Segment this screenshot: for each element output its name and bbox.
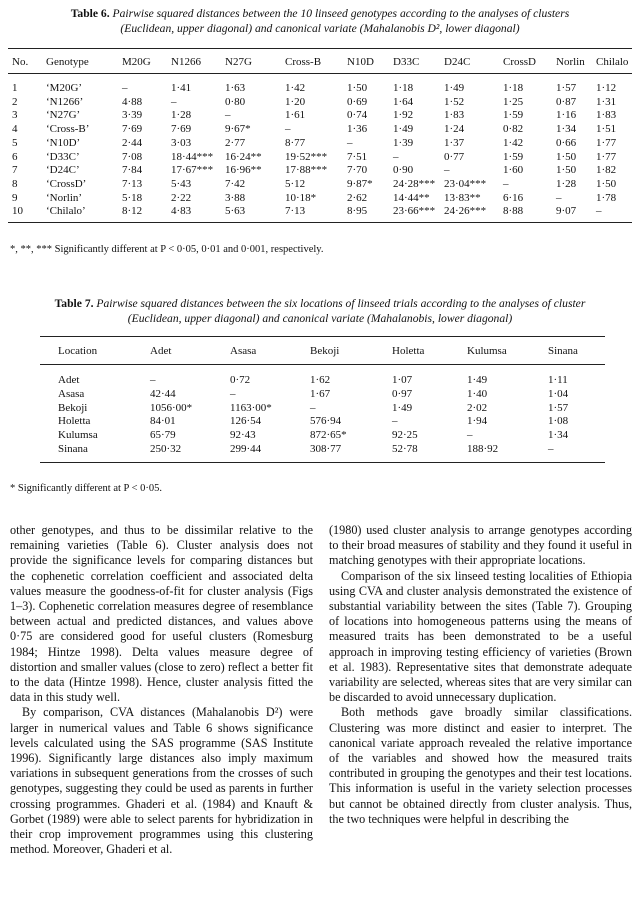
table7-cell: 1·07 xyxy=(392,374,413,386)
table6-cell: ‘Chilalo’ xyxy=(46,205,86,218)
table6-cell: 1·83 xyxy=(444,109,465,122)
table7-cell: 250·32 xyxy=(150,443,182,455)
table6-cell: 1·42 xyxy=(503,136,524,149)
table6-caption-text-2: (Euclidean, upper diagonal) and canonical variate (Mahalanobis D², lower diagonal) xyxy=(120,22,520,35)
table7-cell: 0·72 xyxy=(230,374,251,386)
table6-cell: 14·44** xyxy=(393,191,430,204)
table6-cell: 5·18 xyxy=(122,191,143,204)
table6-cell: 7·70 xyxy=(347,164,368,177)
table6-cell: 1·64 xyxy=(393,95,414,108)
table6-cell: 13·83** xyxy=(444,191,481,204)
table6-cell: 0·87 xyxy=(556,95,577,108)
table6-bottom-rule xyxy=(8,222,632,223)
table6-footnote: *, **, *** Significantly different at P < 0·05, 0·01 and 0·001, respectively. xyxy=(10,244,324,255)
table7-cell: 1·62 xyxy=(310,374,331,386)
table6-header-cell: N27G xyxy=(225,56,252,68)
table7-header-cell: Adet xyxy=(150,345,172,357)
table6-header-cell: D33C xyxy=(393,56,420,68)
table6-header-cell: Cross-B xyxy=(285,56,322,68)
table6-cell: 8·77 xyxy=(285,136,306,149)
table7-header-cell: Bekoji xyxy=(310,345,340,357)
table6-cell: 3 xyxy=(12,109,18,122)
table7-cell: 188·92 xyxy=(467,443,499,455)
table6-cell: 1·24 xyxy=(444,123,465,136)
table7-cell: – xyxy=(230,387,236,400)
table6-cell: ‘CrossD’ xyxy=(46,177,87,190)
table7-bottom-rule xyxy=(40,462,605,463)
table6-cell: 9·07 xyxy=(556,205,577,218)
table7-cell: Holetta xyxy=(58,415,91,428)
table6-cell: 1·34 xyxy=(556,123,577,136)
table6-cell: 2·62 xyxy=(347,191,368,204)
table6-cell: – xyxy=(225,109,231,122)
table6-header-cell: CrossD xyxy=(503,56,537,68)
table6-cell: 1·41 xyxy=(171,82,192,94)
table6-top-rule xyxy=(8,48,632,49)
table6-cell: 3·88 xyxy=(225,191,246,204)
table6-cell: 1·49 xyxy=(393,123,414,136)
table7-cell: 0·97 xyxy=(392,387,413,400)
table6-cell: 24·26*** xyxy=(444,205,487,218)
table7-header-cell: Kulumsa xyxy=(467,345,507,357)
table6-cell: 1 xyxy=(12,82,18,94)
table7-top-rule xyxy=(40,336,605,337)
table6-cell: 9 xyxy=(12,191,18,204)
table6-header-cell: No. xyxy=(12,56,29,68)
table6-cell: 1·59 xyxy=(503,150,524,163)
table6-cell: 1·50 xyxy=(347,82,368,94)
table6-cell: 1·36 xyxy=(347,123,368,136)
left-column-text xyxy=(10,523,313,857)
table6-cell: ‘M20G’ xyxy=(46,82,83,94)
table7-cell: Kulumsa xyxy=(58,429,98,442)
table6-header-cell: D24C xyxy=(444,56,471,68)
table7-cell: 1056·00* xyxy=(150,401,193,414)
table6-cell: 0·74 xyxy=(347,109,368,122)
table6-cell: 1·77 xyxy=(596,136,617,149)
table6-header-cell: N10D xyxy=(347,56,374,68)
table7-cell: 2·02 xyxy=(467,401,488,414)
table7-cell: 1·49 xyxy=(467,374,488,386)
table6-cell: – xyxy=(596,205,602,218)
table7-cell: – xyxy=(150,374,156,386)
table6-header-rule xyxy=(8,73,632,74)
table7-cell: – xyxy=(392,415,398,428)
table6-cell: 1·18 xyxy=(393,82,414,94)
table7-cell: 872·65* xyxy=(310,429,347,442)
table6-cell: 19·52*** xyxy=(285,150,328,163)
table6-cell: ‘Norlin’ xyxy=(46,191,83,204)
table7-header-rule xyxy=(40,364,605,365)
table6-cell: 7·69 xyxy=(171,123,192,136)
table6-cell: 9·87* xyxy=(347,177,373,190)
table7-caption-text-1: Pairwise squared distances between the six locations of linseed trials according to the analyses of cluster xyxy=(96,297,586,310)
table6-header-cell: Genotype xyxy=(46,56,89,68)
table6-cell: 1·37 xyxy=(444,136,465,149)
table7-cell: 84·01 xyxy=(150,415,176,428)
right-paragraph-3: Both methods gave broadly similar classifications. Clustering was more distinct and easier to interpret. The canonical variate approach revealed the relative importance of the variables and showed how the measured traits contributed in grouping the genotypes and their test locations. This information is useful in the variety selection processes but cannot be obtained directly from cluster analysis. Thus, the two techniques were helpful in describing the xyxy=(329,705,632,826)
table7-cell: 1·57 xyxy=(548,401,569,414)
table7-cell: 1163·00* xyxy=(230,401,272,414)
table6-cell: – xyxy=(347,136,353,149)
table7-cell: 1·67 xyxy=(310,387,331,400)
table6-cell: 8·12 xyxy=(122,205,143,218)
table7-header-cell: Sinana xyxy=(548,345,578,357)
table7-caption-label: Table 7. xyxy=(54,297,94,310)
table6-cell: 6·16 xyxy=(503,191,524,204)
table6-cell: – xyxy=(171,95,177,108)
table6-cell: 1·59 xyxy=(503,109,524,122)
table6-cell: 0·80 xyxy=(225,95,246,108)
table6-cell: 1·83 xyxy=(596,109,617,122)
table6-header-cell: Chilalo xyxy=(596,56,629,68)
table6-cell: 2·44 xyxy=(122,136,143,149)
table6-cell: 4·88 xyxy=(122,95,143,108)
table7-cell: – xyxy=(467,429,473,442)
table6-cell: 1·25 xyxy=(503,95,524,108)
table6-cell: 4·83 xyxy=(171,205,192,218)
table6-cell: 23·04*** xyxy=(444,177,487,190)
table7-cell: 1·04 xyxy=(548,387,569,400)
table6-cell: 5 xyxy=(12,136,18,149)
table6-cell: 2 xyxy=(12,95,18,108)
table6-caption-label: Table 6. xyxy=(70,7,110,20)
table7-cell: 1·08 xyxy=(548,415,569,428)
table6-header-cell: N1266 xyxy=(171,56,201,68)
right-paragraph-2: Comparison of the six linseed testing localities of Ethiopia using CVA and cluster analysis demonstrated the existence of substantial variability between the sites (Table 7). Grouping of locations into homogeneous patterns using the means of measured traits has been demonstrated to be a useful approach in improving testing efficiency of varieties (Brown et al. 1983). Representative sites that demonstrate adequate variability are selected, whereas sites that are very similar can be discarded to avoid unnecessary duplication. xyxy=(329,568,632,705)
table6-cell: 1·82 xyxy=(596,164,617,177)
table7-header-cell: Location xyxy=(58,345,98,357)
table6-cell: 3·03 xyxy=(171,136,192,149)
table7-cell: 576·94 xyxy=(310,415,342,428)
table6-cell: ‘N27G’ xyxy=(46,109,81,122)
table6-cell: 9·67* xyxy=(225,123,251,136)
table6-cell: 0·77 xyxy=(444,150,465,163)
table6-cell: 1·28 xyxy=(171,109,192,122)
table6-cell: 24·28*** xyxy=(393,177,436,190)
table7-cell: 1·94 xyxy=(467,415,488,428)
right-column-text xyxy=(329,523,632,827)
table6-cell: 5·63 xyxy=(225,205,246,218)
table6-cell: 1·61 xyxy=(285,109,306,122)
left-paragraph-2: By comparison, CVA distances (Mahalanobis D²) were larger in numerical values and Table 6 shows significance levels calculated using the SAS programme (SAS Institute 1996). Significantly large distances also imply maximum variations in subsequent generations from the crosses of such genotypes, suggesting they could be used as parents in further crossing programmes. Ghaderi et al. (1984) and Knauft & Gorbet (1989) were able to select parents for hybridization in their crop improvement programmes using this clustering method. Moreover, Ghaderi et al. xyxy=(10,705,313,857)
table7-cell: Asasa xyxy=(58,387,85,400)
table6-cell: 1·60 xyxy=(503,164,524,177)
table6-cell: 1·49 xyxy=(444,82,465,94)
table6-cell: 1·50 xyxy=(556,150,577,163)
table6-cell: 0·69 xyxy=(347,95,368,108)
table6-cell: 8·88 xyxy=(503,205,524,218)
table6-cell: 16·24** xyxy=(225,150,262,163)
table7-cell: 92·43 xyxy=(230,429,256,442)
table6-cell: 1·63 xyxy=(225,82,246,94)
table7-cell: 1·49 xyxy=(392,401,413,414)
table6-cell: 7·13 xyxy=(122,177,143,190)
table6-cell: 18·44*** xyxy=(171,150,214,163)
table7-cell: – xyxy=(548,443,554,455)
table6-cell: 1·78 xyxy=(596,191,617,204)
table6-cell: 0·66 xyxy=(556,136,577,149)
table6-cell: 1·50 xyxy=(596,177,617,190)
table6-cell: 6 xyxy=(12,150,18,163)
table7-cell: 299·44 xyxy=(230,443,262,455)
table7-caption xyxy=(8,296,632,326)
table6-cell: – xyxy=(556,191,562,204)
table6-cell: 5·43 xyxy=(171,177,192,190)
table6-cell: ‘D33C’ xyxy=(46,150,80,163)
table6-cell: 1·52 xyxy=(444,95,465,108)
table6-cell: 7·42 xyxy=(225,177,246,190)
table6-header-cell: M20G xyxy=(122,56,151,68)
table6-cell: 17·88*** xyxy=(285,164,328,177)
table6-cell: 7·51 xyxy=(347,150,368,163)
table7-cell: 1·34 xyxy=(548,429,569,442)
table6-cell: – xyxy=(503,177,509,190)
table6-cell: – xyxy=(444,164,450,177)
table6-cell: – xyxy=(393,150,399,163)
table6-cell: 17·67*** xyxy=(171,164,214,177)
left-paragraph-1: other genotypes, and thus to be dissimilar relative to the remaining varieties (Table 6). Cluster analysis does not provide the significance levels for comparing distances but the cophenetic correlation coefficient and associated delta values measure the goodness-of-fit for cluster analysis (Figs 1–3). Cophenetic correlation measures degree of resemblance between actual and predicted distances, and values above 0·75 are considered good for useful clusters (Romesburg 1984; Hintze 1998). Delta values measure degree of distortion and smaller values (close to zero) reflect a better fit to the data (Hintze 1998). Hence, cluster analysis fitted the data in this study well. xyxy=(10,523,313,705)
table6-cell: 7·69 xyxy=(122,123,143,136)
table6-cell: 10 xyxy=(12,205,23,218)
table6-cell: 8·95 xyxy=(347,205,368,218)
table6-cell: 16·96** xyxy=(225,164,262,177)
table6-cell: 1·31 xyxy=(596,95,617,108)
table7-cell: 1·11 xyxy=(548,374,568,386)
table6-cell: 1·39 xyxy=(393,136,414,149)
table7-cell: Sinana xyxy=(58,443,88,455)
table6-cell: 1·57 xyxy=(556,82,577,94)
table7-footnote: * Significantly different at P < 0·05. xyxy=(10,483,163,494)
table7-cell: Bekoji xyxy=(58,401,88,414)
table6-cell: – xyxy=(122,82,128,94)
table7-cell: 52·78 xyxy=(392,443,418,455)
table6-cell: 2·22 xyxy=(171,191,192,204)
table6-cell: 1·77 xyxy=(596,150,617,163)
table7-header-cell: Asasa xyxy=(230,345,257,357)
table7-cell: 126·54 xyxy=(230,415,262,428)
table7-cell: 42·44 xyxy=(150,387,176,400)
table6-cell: 0·82 xyxy=(503,123,524,136)
table7-cell: 1·40 xyxy=(467,387,488,400)
table7-header-cell: Holetta xyxy=(392,345,425,357)
table6-cell: 1·92 xyxy=(393,109,414,122)
table6-cell: 23·66*** xyxy=(393,205,436,218)
table6-caption-text-1: Pairwise squared distances between the 10 linseed genotypes according to the analyses of clusters xyxy=(112,7,570,20)
table6-cell: 0·90 xyxy=(393,164,414,177)
table6-cell: 3·39 xyxy=(122,109,143,122)
table7-cell: 308·77 xyxy=(310,443,342,455)
table6-cell: 10·18* xyxy=(285,191,317,204)
table7-cell: – xyxy=(310,401,316,414)
table6-cell: ‘N1266’ xyxy=(46,95,84,108)
table7-caption-text-2: (Euclidean, upper diagonal) and canonical variate (Mahalanobis, lower diagonal) xyxy=(127,312,513,325)
table6-cell: 7 xyxy=(12,164,18,177)
right-paragraph-1: (1980) used cluster analysis to arrange genotypes according to their broad measures of stability and they found it useful in matching genotypes with their appropriate locations. xyxy=(329,523,632,568)
table6-cell: 8 xyxy=(12,177,18,190)
table7-cell: 65·79 xyxy=(150,429,176,442)
table6-cell: 4 xyxy=(12,123,18,136)
table6-cell: 1·12 xyxy=(596,82,617,94)
table6-cell: 2·77 xyxy=(225,136,246,149)
table6-header-cell: Norlin xyxy=(556,56,585,68)
table6-cell: ‘N10D’ xyxy=(46,136,81,149)
table6-cell: 1·18 xyxy=(503,82,524,94)
table6-cell: 1·42 xyxy=(285,82,306,94)
table7-cell: Adet xyxy=(58,374,80,386)
table6-cell: 1·28 xyxy=(556,177,577,190)
table6-cell: 7·08 xyxy=(122,150,143,163)
table7-cell: 92·25 xyxy=(392,429,418,442)
table6-cell: 1·50 xyxy=(556,164,577,177)
table6-cell: – xyxy=(285,123,291,136)
table6-cell: 7·84 xyxy=(122,164,143,177)
table6-caption xyxy=(8,6,632,36)
table6-cell: 1·51 xyxy=(596,123,617,136)
table6-cell: 1·16 xyxy=(556,109,577,122)
table6-cell: 7·13 xyxy=(285,205,306,218)
table6-cell: 1·20 xyxy=(285,95,306,108)
table6-cell: 5·12 xyxy=(285,177,306,190)
table6-cell: ‘D24C’ xyxy=(46,164,80,177)
table6-cell: ‘Cross-B’ xyxy=(46,123,90,136)
